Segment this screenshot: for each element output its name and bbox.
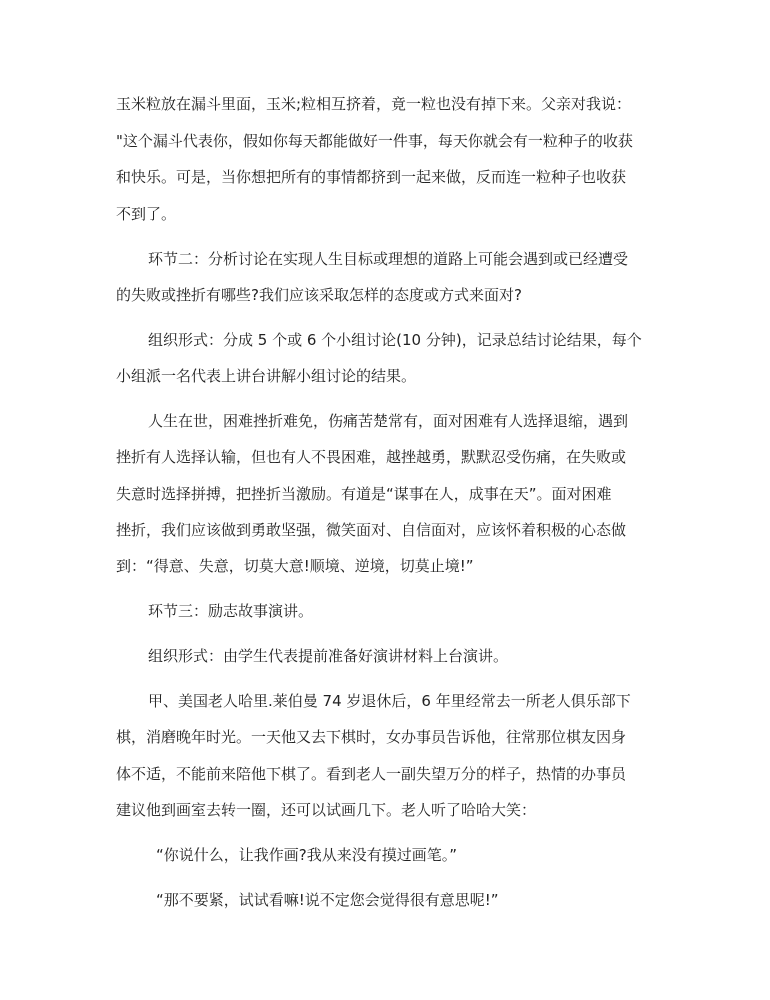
- text-line: 到：“得意、失意，切莫大意!顺境、逆境，切莫止境!”: [116, 557, 474, 575]
- text-line: 人生在世，困难挫折难免，伤痛苦楚常有，面对困难有人选择退缩，遇到: [148, 412, 629, 430]
- text-line: 组织形式：分成 5 个或 6 个小组讨论(10 分钟)，记录总结讨论结果，每个: [148, 331, 642, 349]
- text-line: 挫折有人选择认输，但也有人不畏困难，越挫越勇，默默忍受伤痛，在失败或: [116, 448, 627, 466]
- text-line: 玉米粒放在漏斗里面，玉米;粒相互挤着，竟一粒也没有掉下来。父亲对我说：: [116, 95, 632, 113]
- text-line: 失意时选择拼搏，把挫折当激励。有道是“谋事在人，成事在天”。面对困难: [116, 485, 612, 503]
- text-line: 和快乐。可是，当你想把所有的事情都挤到一起来做，反而连一粒种子也收获: [116, 168, 627, 186]
- text-line: 不到了。: [116, 205, 177, 223]
- section-heading: 环节二：分析讨论在实现人生目标或理想的道路上可能会遇到或已经遭受: [148, 250, 629, 268]
- quote-line: “那不要紧，试试看嘛!说不定您会觉得很有意思呢!”: [156, 891, 499, 909]
- text-line: 的失败或挫折有哪些?我们应该采取怎样的态度或方式来面对?: [116, 286, 522, 304]
- text-line: 组织形式：由学生代表提前准备好演讲材料上台演讲。: [148, 647, 509, 665]
- text-line: 挫折，我们应该做到勇敢坚强，微笑面对、自信面对，应该怀着积极的心态做: [116, 521, 627, 539]
- text-line: 小组派一名代表上讲台讲解小组讨论的结果。: [116, 367, 417, 385]
- quote-line: “你说什么，让我作画?我从来没有摸过画笔。”: [156, 846, 458, 864]
- text-line: 甲、美国老人哈里.莱伯曼 74 岁退休后，6 年里经常去一所老人俱乐部下: [148, 692, 631, 710]
- text-line: 建议他到画室去转一圈，还可以试画几下。老人听了哈哈大笑：: [116, 801, 537, 819]
- text-line: "这个漏斗代表你，假如你每天都能做好一件事，每天你就会有一粒种子的收获: [116, 132, 633, 150]
- text-line: 体不适，不能前来陪他下棋了。看到老人一副失望万分的样子，热情的办事员: [116, 765, 627, 783]
- text-line: 棋，消磨晚年时光。一天他又去下棋时，女办事员告诉他，往常那位棋友因身: [116, 728, 627, 746]
- section-heading: 环节三：励志故事演讲。: [148, 602, 314, 620]
